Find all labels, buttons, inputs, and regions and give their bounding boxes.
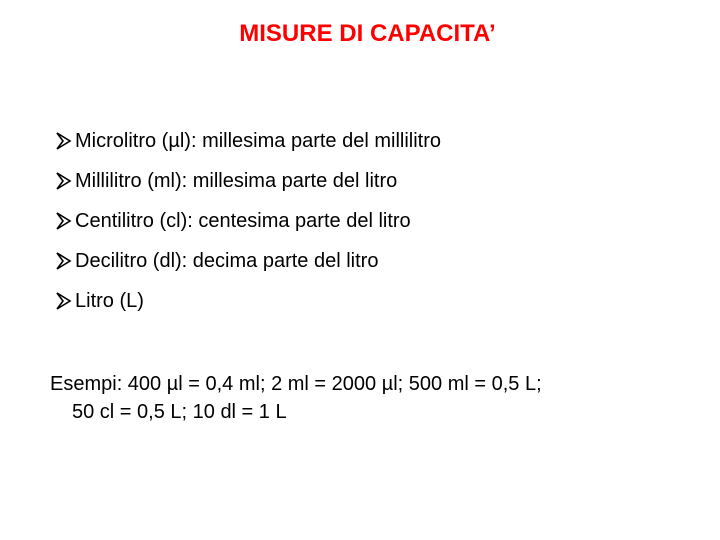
bullet-text: Millilitro (ml): millesima parte del litro [75,170,398,192]
bullet-text: Litro (L) [75,290,144,312]
examples-block [50,370,690,426]
arrow-bullet-icon [55,291,73,311]
list-item [55,288,441,314]
bullet-text: Decilitro (dl): decima parte del litro [75,250,379,272]
examples-line-2: 50 cl = 0,5 L; 10 dl = 1 L [72,401,287,423]
list-item [55,208,441,234]
bullet-text: Microlitro (µl): millesima parte del millilitro [75,130,442,152]
slide-title: MISURE DI CAPACITA’ [239,20,496,47]
bullet-list [55,128,441,328]
list-item [55,168,441,194]
arrow-bullet-icon [55,131,73,151]
examples-line-1: Esempi: 400 µl = 0,4 ml; 2 ml = 2000 µl; 500 ml = 0,5 L; [50,373,542,395]
list-item [55,128,441,154]
arrow-bullet-icon [55,171,73,191]
arrow-bullet-icon [55,251,73,271]
list-item [55,248,441,274]
arrow-bullet-icon [55,211,73,231]
bullet-text: Centilitro (cl): centesima parte del litro [75,210,411,232]
